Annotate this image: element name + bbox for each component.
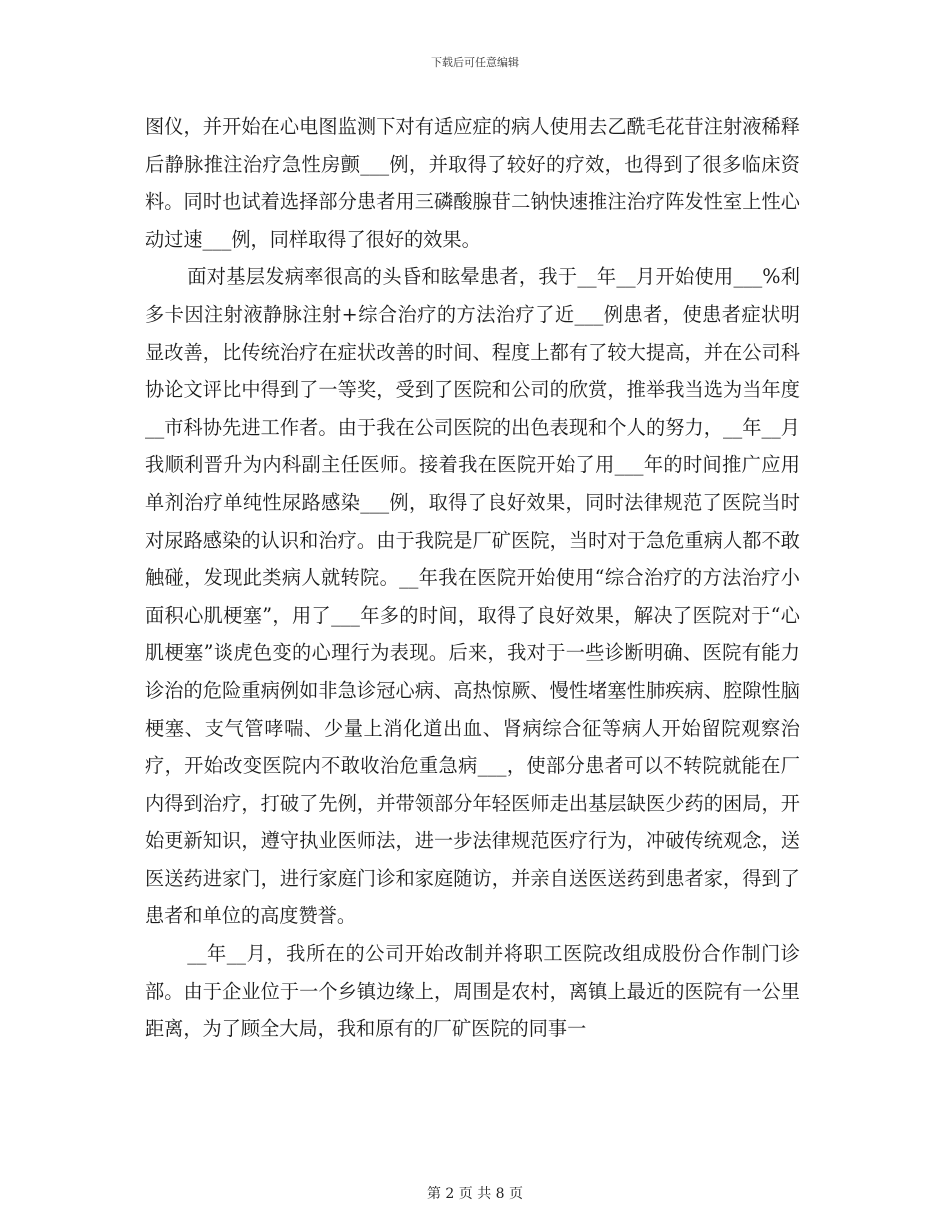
paragraph-continuation: 图仪，并开始在心电图监测下对有适应症的病人使用去乙酰毛花苷注射液稀释后静脉推注治疗急性房颤___例，并取得了较好的疗效，也得到了很多临床资料。同时也试着选择部分患者用三磷酸腺苷二钠快速推注治疗阵发性室上性心动过速___例，同样取得了很好的效果。 (145, 115, 800, 251)
page-number: 第 2 页 共 8 页 (426, 1186, 524, 1202)
paragraph-company-restructuring: __年__月，我所在的公司开始改制并将职工医院改组成股份合作制门诊部。由于企业位于一个乡镇边缘上，周围是农村，离镇上最近的医院有一公里距离，为了顾全大局，我和原有的厂矿医院的同事一 (145, 942, 800, 1041)
document-body (145, 108, 800, 1048)
paragraph-dizziness-treatment: 面对基层发病率很高的头昏和眩晕患者，我于__年__月开始使用___%利多卡因注射液静脉注射+综合治疗的方法治疗了近___例患者，使患者症状明显改善，比传统治疗在症状改善的时间、程度上都有了较大提高，并在公司科协论文评比中得到了一等奖，受到了医院和公司的欣赏，推举我当选为当年度__市科协先进工作者。由于我在公司医院的出色表现和个人的努力，__年__月我顺利晋升为内科副主任医师。接着我在医院开始了用___年的时间推广应用单剂治疗单纯性尿路感染___例，取得了良好效果，同时法律规范了医院当时对尿路感染的认识和治疗。由于我院是厂矿医院，当时对于急危重病人都不敢触碰，发现此类病人就转院。__年我在医院开始使用“综合治疗的方法治疗小面积心肌梗塞”，用了___年多的时间，取得了良好效果，解决了医院对于“心肌梗塞”谈虎色变的心理行为表现。后来，我对于一些诊断明确、医院有能力诊治的危险重病例如非急诊冠心病、高热惊厥、慢性堵塞性肺疾病、腔隙性脑梗塞、支气管哮喘、少量上消化道出血、肾病综合征等病人开始留院观察治疗，开始改变医院内不敢收治危重急病___，使部分患者可以不转院就能在厂内得到治疗，打破了先例，并带领部分年轻医师走出基层缺医少药的困局，开始更新知识，遵守执业医师法，进一步法律规范医疗行为，冲破传统观念，送医送药进家门，进行家庭门诊和家庭随访，并亲自送医送药到患者家，得到了患者和单位的高度赞誉。 (145, 265, 800, 928)
page-header-note: 下载后可任意编辑 (431, 56, 519, 69)
